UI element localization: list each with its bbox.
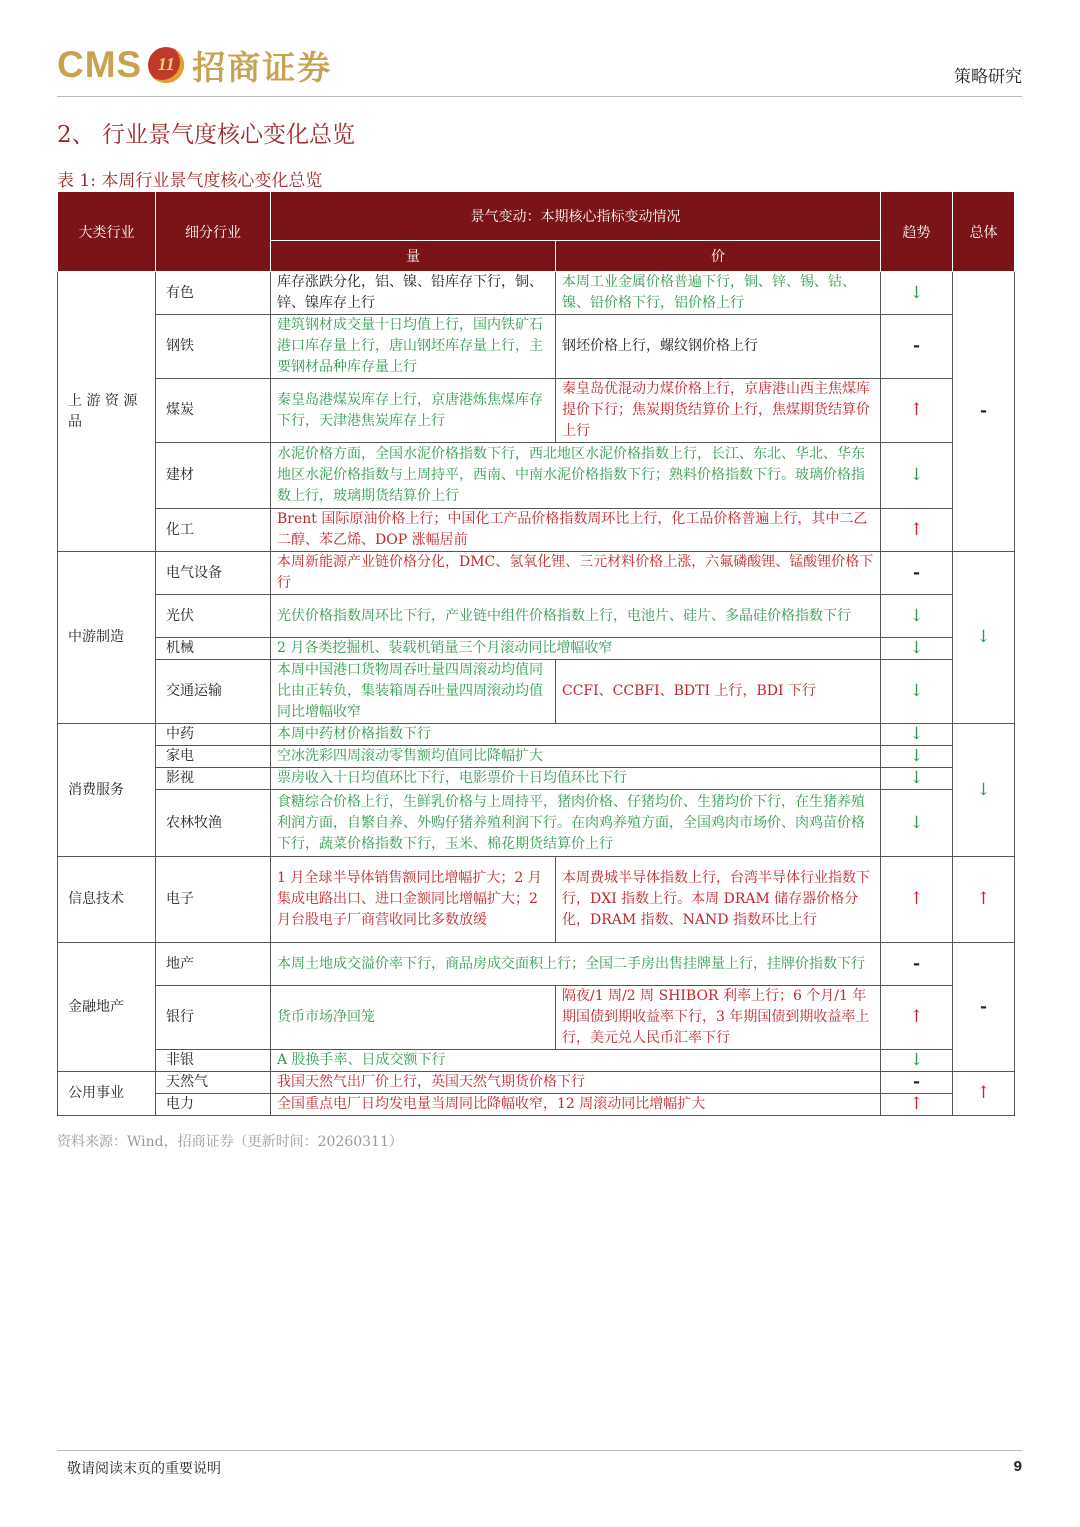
cell-combined: 水泥价格方面，全国水泥价格指数下行，西北地区水泥价格指数上行，长江、东北、华北、华东地区水泥价格指数与上周持平，西南、中南水泥价格指数下行；熟料价格指数下行。玻璃价格指数上行，玻璃期货结算价上行 xyxy=(271,443,881,509)
disclaimer-note: 敬请阅读末页的重要说明 xyxy=(67,1461,221,1477)
cell-volume: 1 月全球半导体销售额同比增幅扩大；2 月集成电路出口、进口金额同比增幅扩大；2 月台股电子厂商营收同比多数放缓 xyxy=(271,857,556,943)
trend-arrow: ↓ xyxy=(881,746,953,768)
sub-nonferrous: 有色 xyxy=(156,272,271,315)
page-footer xyxy=(57,1450,1022,1477)
source-note: 资料来源：Wind，招商证券（更新时间：20260311） xyxy=(57,1134,403,1150)
cell-volume: 库存涨跌分化，铝、镍、铅库存下行，铜、锌、镍库存上行 xyxy=(271,272,556,315)
trend-arrow: ↑ xyxy=(881,509,953,552)
trend-arrow: ↓ xyxy=(881,1050,953,1072)
trend-arrow: - xyxy=(881,552,953,595)
trend-arrow: ↑ xyxy=(881,986,953,1050)
sub-transportation: 交通运输 xyxy=(156,660,271,724)
header-change: 景气变动：本期核心指标变动情况 xyxy=(271,192,881,241)
category-finance-realestate: 金融地产 xyxy=(58,943,156,1072)
cell-combined: 光伏价格指数周环比下行，产业链中组件价格指数上行，电池片、硅片、多晶硅价格指数下行 xyxy=(271,595,881,638)
sub-steel: 钢铁 xyxy=(156,315,271,379)
cell-volume: 货币市场净回笼 xyxy=(271,986,556,1050)
header-volume: 量 xyxy=(271,241,556,272)
trend-arrow: ↓ xyxy=(881,443,953,509)
overall-trend: ↑ xyxy=(953,857,1015,943)
cell-combined: 2 月各类挖掘机、装载机销量三个月滚动同比增幅收窄 xyxy=(271,638,881,660)
cell-price: CCFI、CCBFI、BDTI 上行，BDI 下行 xyxy=(556,660,881,724)
cell-combined: 空冰洗彩四周滚动零售额均值同比降幅扩大 xyxy=(271,746,881,768)
sub-coal: 煤炭 xyxy=(156,379,271,443)
trend-arrow: ↓ xyxy=(881,595,953,638)
cell-price: 隔夜/1 周/2 周 SHIBOR 利率上行；6 个月/1 年期国债到期收益率下行，3 年期国债到期收益率上行，美元兑人民币汇率下行 xyxy=(556,986,881,1050)
sub-power: 电力 xyxy=(156,1094,271,1116)
cell-combined: 本周土地成交溢价率下行，商品房成交面积上行；全国二手房出售挂牌量上行，挂牌价指数下行 xyxy=(271,943,881,986)
cell-price: 钢坯价格上行，螺纹钢价格上行 xyxy=(556,315,881,379)
cell-combined: 我国天然气出厂价上行，英国天然气期货价格下行 xyxy=(271,1072,881,1094)
cell-combined: 本周新能源产业链价格分化，DMC、氢氧化锂、三元材料价格上涨，六氟磷酸锂、锰酸锂价格下行 xyxy=(271,552,881,595)
overall-trend: ↑ xyxy=(953,1072,1015,1116)
trend-arrow: - xyxy=(881,943,953,986)
sub-machinery: 机械 xyxy=(156,638,271,660)
sub-tcm: 中药 xyxy=(156,724,271,746)
header-overall: 总体 xyxy=(953,192,1015,272)
header-trend: 趋势 xyxy=(881,192,953,272)
cell-volume: 建筑钢材成交量十日均值上行，国内铁矿石港口库存量上行，唐山钢坯库存量上行，主要钢材品种库存量上行 xyxy=(271,315,556,379)
cell-price: 本周工业金属价格普遍下行，铜、锌、锡、钴、镍、铅价格下行，铝价格上行 xyxy=(556,272,881,315)
trend-arrow: ↑ xyxy=(881,1094,953,1116)
header-category: 大类行业 xyxy=(58,192,156,272)
category-consumer: 消费服务 xyxy=(58,724,156,857)
trend-arrow: - xyxy=(881,1072,953,1094)
logo-latin: CMS xyxy=(57,44,143,85)
trend-arrow: ↓ xyxy=(881,272,953,315)
industry-prosperity-table xyxy=(57,191,1015,1116)
sub-electronics: 电子 xyxy=(156,857,271,943)
category-midstream: 中游制造 xyxy=(58,552,156,724)
trend-arrow: ↑ xyxy=(881,379,953,443)
cell-combined: A 股换手率、日成交额下行 xyxy=(271,1050,881,1072)
category-it: 信息技术 xyxy=(58,857,156,943)
sub-electrical-equipment: 电气设备 xyxy=(156,552,271,595)
overall-trend: - xyxy=(953,943,1015,1072)
sub-non-bank: 非银 xyxy=(156,1050,271,1072)
trend-arrow: ↓ xyxy=(881,768,953,790)
section-title: 2、 行业景气度核心变化总览 xyxy=(57,122,355,148)
header-price: 价 xyxy=(556,241,881,272)
header-subindustry: 细分行业 xyxy=(156,192,271,272)
category-upstream: 上 游 资 源 品 xyxy=(58,272,156,552)
sub-chemicals: 化工 xyxy=(156,509,271,552)
cell-volume: 秦皇岛港煤炭库存上行，京唐港炼焦煤库存下行，天津港焦炭库存上行 xyxy=(271,379,556,443)
overall-trend: - xyxy=(953,272,1015,552)
trend-arrow: - xyxy=(881,315,953,379)
page-header xyxy=(57,38,1022,97)
sub-photovoltaic: 光伏 xyxy=(156,595,271,638)
cell-combined: 全国重点电厂日均发电量当周同比降幅收窄，12 周滚动同比增幅扩大 xyxy=(271,1094,881,1116)
sub-building-materials: 建材 xyxy=(156,443,271,509)
category-utilities: 公用事业 xyxy=(58,1072,156,1116)
sub-home-appliances: 家电 xyxy=(156,746,271,768)
trend-arrow: ↓ xyxy=(881,790,953,857)
trend-arrow: ↓ xyxy=(881,638,953,660)
cell-combined: 票房收入十日均值环比下行，电影票价十日均值环比下行 xyxy=(271,768,881,790)
sub-real-estate: 地产 xyxy=(156,943,271,986)
trend-arrow: ↓ xyxy=(881,660,953,724)
overall-trend: ↓ xyxy=(953,552,1015,724)
logo-emblem-icon xyxy=(148,47,184,83)
cell-combined: 食糖综合价格上行，生鲜乳价格与上周持平，猪肉价格、仔猪均价、生猪均价下行，在生猪养殖利润方面，自繁自养、外购仔猪养殖利润下行。在肉鸡养殖方面，全国鸡肉市场价、肉鸡苗价格下行，蔬菜价格指数下行，玉米、棉花期货结算价上行 xyxy=(271,790,881,857)
report-type-label: 策略研究 xyxy=(954,67,1022,87)
logo-emblem-text: 11 xyxy=(157,54,175,74)
cell-combined: 本周中药材价格指数下行 xyxy=(271,724,881,746)
company-logo xyxy=(57,42,332,88)
sub-agriculture: 农林牧渔 xyxy=(156,790,271,857)
sub-film: 影视 xyxy=(156,768,271,790)
trend-arrow: ↓ xyxy=(881,724,953,746)
trend-arrow: ↑ xyxy=(881,857,953,943)
sub-banking: 银行 xyxy=(156,986,271,1050)
sub-natural-gas: 天然气 xyxy=(156,1072,271,1094)
table-caption: 表 1: 本周行业景气度核心变化总览 xyxy=(57,171,323,191)
logo-chinese-name: 招商证券 xyxy=(192,47,333,87)
overall-trend: ↓ xyxy=(953,724,1015,857)
page-number: 9 xyxy=(1013,1458,1022,1475)
cell-price: 本周费城半导体指数上行，台湾半导体行业指数下行，DXI 指数上行。本周 DRAM 储存器价格分化，DRAM 指数、NAND 指数环比上行 xyxy=(556,857,881,943)
cell-volume: 本周中国港口货物周吞吐量四周滚动均值同比由正转负，集装箱周吞吐量四周滚动均值同比增幅收窄 xyxy=(271,660,556,724)
cell-combined: Brent 国际原油价格上行；中国化工产品价格指数周环比上行，化工品价格普遍上行，其中二乙二醇、苯乙烯、DOP 涨幅居前 xyxy=(271,509,881,552)
cell-price: 秦皇岛优混动力煤价格上行，京唐港山西主焦煤库提价下行；焦炭期货结算价上行，焦煤期货结算价上行 xyxy=(556,379,881,443)
